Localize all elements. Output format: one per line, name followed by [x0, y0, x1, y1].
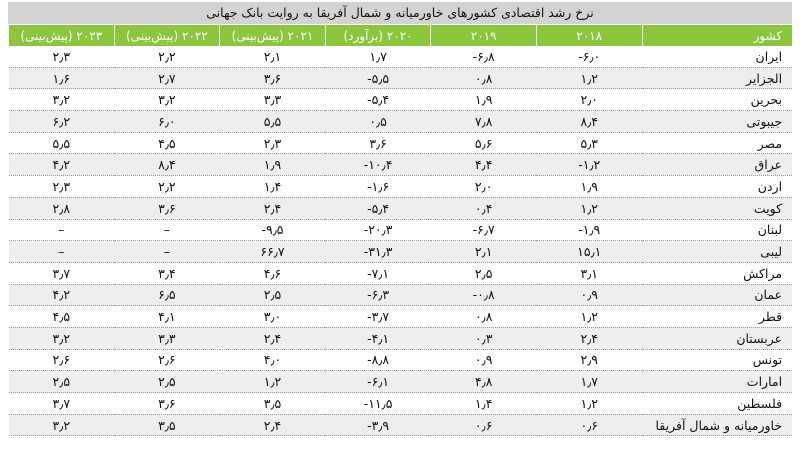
value-cell: -۴٫۱ — [325, 327, 431, 349]
value-cell: ۰٫۹ — [536, 284, 642, 306]
value-cell: ۲٫۴ — [536, 327, 642, 349]
value-cell: ۲٫۴ — [220, 327, 326, 349]
table-row — [9, 414, 793, 436]
value-cell: ۰٫۸ — [431, 306, 537, 328]
value-cell: ۳٫۲ — [9, 414, 115, 436]
value-cell: ۳٫۷ — [9, 262, 115, 284]
country-cell: تونس — [642, 349, 792, 371]
value-cell: ۱٫۲ — [536, 393, 642, 415]
country-cell: اردن — [642, 176, 792, 198]
value-cell: ۳٫۲ — [114, 89, 220, 111]
value-cell: ۳٫۲ — [9, 89, 115, 111]
header-row — [9, 25, 793, 46]
value-cell: ۳٫۵ — [114, 414, 220, 436]
value-cell: -۳۱٫۳ — [325, 241, 431, 263]
value-cell: ۱٫۷ — [536, 371, 642, 393]
value-cell: ۴٫۲ — [9, 154, 115, 176]
value-cell: ۲٫۲ — [114, 176, 220, 198]
value-cell: -۶٫۸ — [431, 46, 537, 67]
value-cell: ۱٫۷ — [325, 46, 431, 67]
value-cell: ۲٫۰ — [536, 89, 642, 111]
country-cell: لبنان — [642, 219, 792, 241]
value-cell: ۳٫۰ — [220, 306, 326, 328]
value-cell: ۴٫۶ — [220, 262, 326, 284]
country-cell: مراکش — [642, 262, 792, 284]
value-cell: ۱۵٫۱ — [536, 241, 642, 263]
table-row — [9, 371, 793, 393]
value-cell: -۱۱٫۵ — [325, 393, 431, 415]
value-cell: ۱٫۴ — [431, 393, 537, 415]
value-cell: -۷٫۱ — [325, 262, 431, 284]
value-cell: ۰٫۳ — [431, 327, 537, 349]
column-header-year: ۲۰۲۱ (پیش‌بینی) — [220, 25, 326, 46]
value-cell: ۲٫۳ — [9, 46, 115, 67]
table-row — [9, 306, 793, 328]
value-cell: – — [9, 241, 115, 263]
country-cell: الجزایر — [642, 67, 792, 89]
value-cell: ۲٫۷ — [114, 67, 220, 89]
country-cell: عمان — [642, 284, 792, 306]
value-cell: ۳٫۶ — [220, 67, 326, 89]
country-cell: عربستان — [642, 327, 792, 349]
table-row — [9, 67, 793, 89]
value-cell: ۰٫۵ — [325, 111, 431, 133]
country-cell: قطر — [642, 306, 792, 328]
value-cell: ۰٫۹ — [431, 349, 537, 371]
table-row — [9, 241, 793, 263]
value-cell: ۴٫۱ — [114, 306, 220, 328]
value-cell: ۴٫۵ — [9, 306, 115, 328]
value-cell: ۲٫۹ — [536, 349, 642, 371]
value-cell: ۲٫۶ — [114, 349, 220, 371]
value-cell: ۲٫۳ — [9, 176, 115, 198]
table-row — [9, 89, 793, 111]
column-header-country: کشور — [642, 25, 792, 46]
table-row — [9, 219, 793, 241]
table-row — [9, 284, 793, 306]
value-cell: ۳٫۲ — [9, 327, 115, 349]
value-cell: ۱٫۲ — [220, 371, 326, 393]
value-cell: ۵٫۵ — [9, 132, 115, 154]
value-cell: ۳٫۵ — [220, 393, 326, 415]
value-cell: ۱٫۲ — [536, 197, 642, 219]
country-cell: عراق — [642, 154, 792, 176]
value-cell: ۸٫۴ — [536, 111, 642, 133]
value-cell: ۰٫۶ — [431, 414, 537, 436]
table-row — [9, 154, 793, 176]
value-cell: -۹٫۵ — [220, 219, 326, 241]
value-cell: ۳٫۴ — [114, 262, 220, 284]
table-body — [9, 46, 793, 436]
table-row — [9, 176, 793, 198]
value-cell: ۰٫۶ — [536, 414, 642, 436]
table-row — [9, 111, 793, 133]
value-cell: -۶٫۷ — [431, 219, 537, 241]
value-cell: -۵٫۴ — [325, 89, 431, 111]
country-cell: کویت — [642, 197, 792, 219]
value-cell: ۳٫۶ — [325, 132, 431, 154]
country-cell: جیبوتی — [642, 111, 792, 133]
value-cell: -۰٫۸ — [431, 284, 537, 306]
value-cell: ۴٫۴ — [431, 154, 537, 176]
column-header-year: ۲۰۲۳ (پیش‌بینی) — [9, 25, 115, 46]
value-cell: -۶٫۳ — [325, 284, 431, 306]
value-cell: -۱٫۶ — [325, 176, 431, 198]
country-cell: مصر — [642, 132, 792, 154]
table-row — [9, 327, 793, 349]
table-row — [9, 349, 793, 371]
country-cell: فلسطین — [642, 393, 792, 415]
value-cell: ۱٫۲ — [536, 306, 642, 328]
value-cell: ۲٫۸ — [9, 197, 115, 219]
value-cell: -۳٫۹ — [325, 414, 431, 436]
value-cell: ۴٫۸ — [431, 371, 537, 393]
value-cell: ۳٫۳ — [114, 327, 220, 349]
value-cell: – — [114, 219, 220, 241]
value-cell: ۲٫۱ — [220, 46, 326, 67]
value-cell: ۲٫۵ — [220, 284, 326, 306]
value-cell: -۳٫۷ — [325, 306, 431, 328]
growth-table — [8, 25, 792, 436]
value-cell: ۴٫۲ — [9, 284, 115, 306]
value-cell: -۵٫۴ — [325, 197, 431, 219]
value-cell: – — [9, 219, 115, 241]
value-cell: -۵٫۵ — [325, 67, 431, 89]
value-cell: ۱٫۹ — [536, 176, 642, 198]
value-cell: ۲٫۲ — [114, 46, 220, 67]
value-cell: ۳٫۳ — [220, 89, 326, 111]
value-cell: -۶٫۰ — [536, 46, 642, 67]
country-cell: بحرین — [642, 89, 792, 111]
value-cell: ۳٫۶ — [114, 393, 220, 415]
value-cell: ۶٫۰ — [114, 111, 220, 133]
value-cell: ۱٫۶ — [9, 67, 115, 89]
table-title: نرخ رشد اقتصادی کشورهای خاورمیانه و شمال آفریقا به روایت بانک جهانی — [8, 2, 792, 24]
country-cell: لیبی — [642, 241, 792, 263]
country-cell: ایران — [642, 46, 792, 67]
value-cell: – — [114, 241, 220, 263]
value-cell: ۵٫۳ — [536, 132, 642, 154]
column-header-year: ۲۰۲۰ (برآورد) — [325, 25, 431, 46]
column-header-year: ۲۰۱۸ — [536, 25, 642, 46]
value-cell: ۴٫۵ — [114, 132, 220, 154]
value-cell: ۲٫۶ — [9, 349, 115, 371]
country-cell: امارات — [642, 371, 792, 393]
value-cell: ۲٫۵ — [431, 262, 537, 284]
table-row — [9, 46, 793, 67]
value-cell: ۶۶٫۷ — [220, 241, 326, 263]
value-cell: ۷٫۸ — [431, 111, 537, 133]
table-row — [9, 197, 793, 219]
table-row — [9, 262, 793, 284]
value-cell: ۵٫۵ — [220, 111, 326, 133]
value-cell: -۱٫۲ — [536, 154, 642, 176]
value-cell: ۲٫۱ — [431, 241, 537, 263]
value-cell: ۱٫۹ — [220, 154, 326, 176]
value-cell: ۲٫۵ — [114, 371, 220, 393]
country-cell: خاورمیانه و شمال آفریقا — [642, 414, 792, 436]
value-cell: -۱۰٫۴ — [325, 154, 431, 176]
table-row — [9, 132, 793, 154]
value-cell: ۳٫۶ — [114, 197, 220, 219]
value-cell: ۶٫۲ — [9, 111, 115, 133]
value-cell: ۲٫۴ — [220, 414, 326, 436]
value-cell: ۲٫۵ — [9, 371, 115, 393]
value-cell: -۸٫۸ — [325, 349, 431, 371]
value-cell: ۲٫۳ — [220, 132, 326, 154]
value-cell: ۱٫۲ — [536, 67, 642, 89]
value-cell: ۱٫۹ — [431, 89, 537, 111]
column-header-year: ۲۰۱۹ — [431, 25, 537, 46]
value-cell: ۱٫۴ — [220, 176, 326, 198]
value-cell: ۴٫۰ — [220, 349, 326, 371]
value-cell: -۲۰٫۳ — [325, 219, 431, 241]
value-cell: ۸٫۴ — [114, 154, 220, 176]
value-cell: ۰٫۴ — [431, 197, 537, 219]
value-cell: ۰٫۸ — [431, 67, 537, 89]
value-cell: ۲٫۴ — [220, 197, 326, 219]
value-cell: ۳٫۷ — [9, 393, 115, 415]
value-cell: ۳٫۱ — [536, 262, 642, 284]
value-cell: ۶٫۵ — [114, 284, 220, 306]
value-cell: -۶٫۱ — [325, 371, 431, 393]
table-row — [9, 393, 793, 415]
value-cell: -۱٫۹ — [536, 219, 642, 241]
value-cell: ۵٫۶ — [431, 132, 537, 154]
value-cell: ۲٫۰ — [431, 176, 537, 198]
column-header-year: ۲۰۲۲ (پیش‌بینی) — [114, 25, 220, 46]
